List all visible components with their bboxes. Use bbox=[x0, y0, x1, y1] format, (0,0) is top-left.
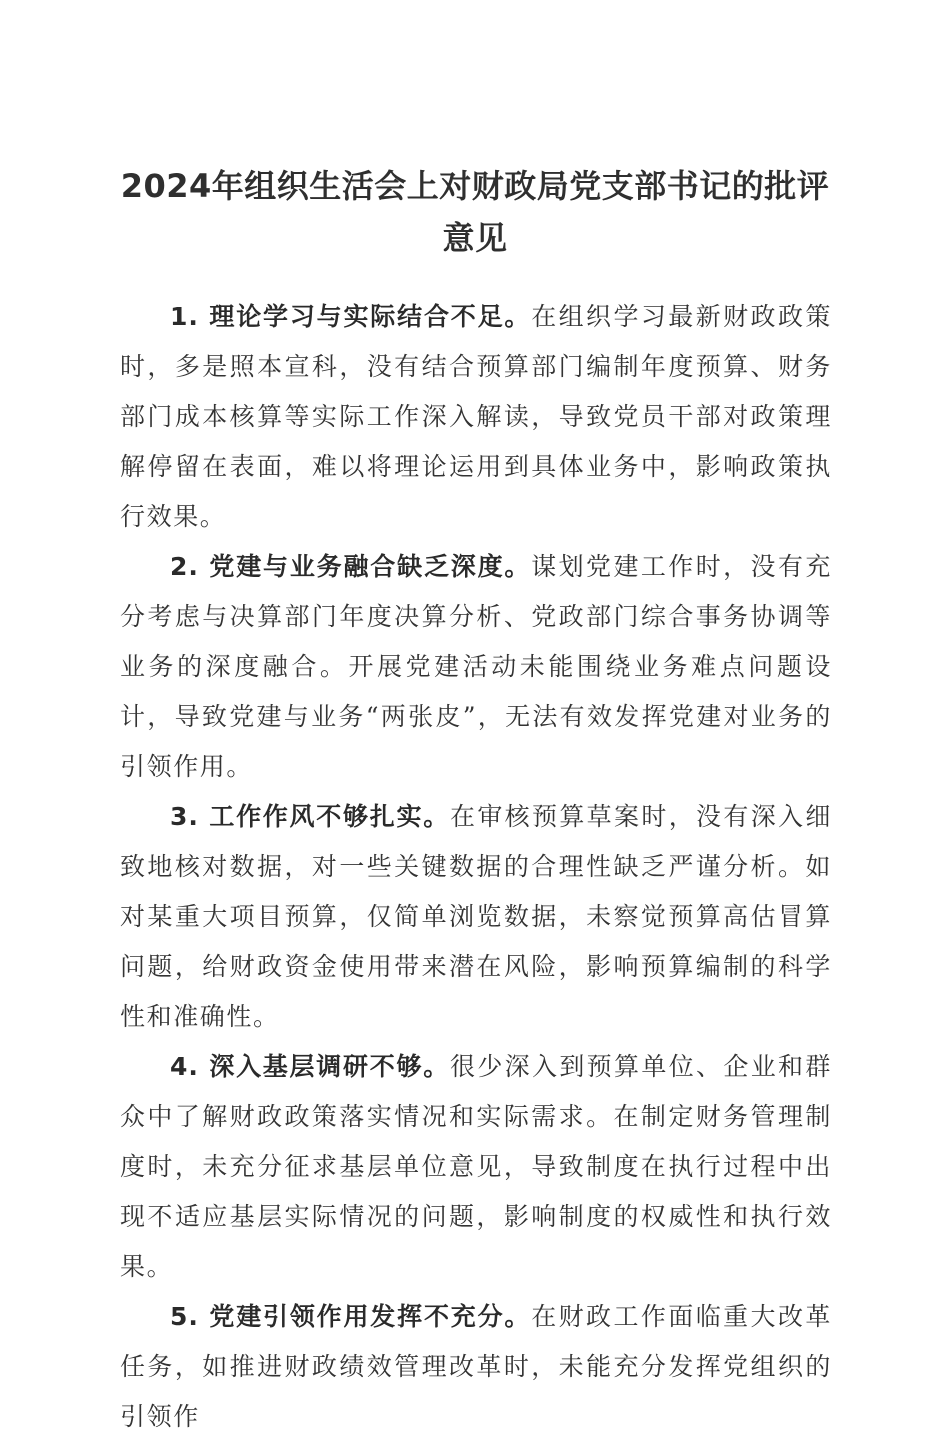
paragraph-3 bbox=[120, 792, 832, 1042]
document-title: 2024年组织生活会上对财政局党支部书记的批评意见 bbox=[120, 167, 830, 257]
paragraph-1-text: 在组织学习最新财政政策时，多是照本宣科，没有结合预算部门编制年度预算、财务部门成本核算等实际工作深入解读，导致党员干部对政策理解停留在表面，难以将理论运用到具体业务中，影响政策执行效果。 bbox=[120, 302, 832, 531]
paragraph-4-text: 很少深入到预算单位、企业和群众中了解财政政策落实情况和实际需求。在制定财务管理制度时，未充分征求基层单位意见，导致制度在执行过程中出现不适应基层实际情况的问题，影响制度的权威性和执行效果。 bbox=[120, 1052, 832, 1281]
document-body bbox=[120, 292, 832, 1442]
paragraph-2-text: 谋划党建工作时，没有充分考虑与决算部门年度决算分析、党政部门综合事务协调等业务的深度融合。开展党建活动未能围绕业务难点问题设计，导致党建与业务“两张皮”，无法有效发挥党建对业务的引领作用。 bbox=[120, 552, 832, 781]
paragraph-2 bbox=[120, 542, 832, 792]
paragraph-4 bbox=[120, 1042, 832, 1292]
paragraph-2-heading: 2. 党建与业务融合缺乏深度。 bbox=[170, 552, 532, 581]
paragraph-3-heading: 3. 工作作风不够扎实。 bbox=[170, 802, 450, 831]
paragraph-5-text: 在财政工作面临重大改革任务，如推进财政绩效管理改革时，未能充分发挥党组织的引领作 bbox=[120, 1302, 832, 1431]
paragraph-3-text: 在审核预算草案时，没有深入细致地核对数据，对一些关键数据的合理性缺乏严谨分析。如对某重大项目预算，仅简单浏览数据，未察觉预算高估冒算问题，给财政资金使用带来潜在风险，影响预算编制的科学性和准确性。 bbox=[120, 802, 832, 1031]
paragraph-4-heading: 4. 深入基层调研不够。 bbox=[170, 1052, 450, 1081]
paragraph-1-heading: 1. 理论学习与实际结合不足。 bbox=[170, 302, 532, 331]
paragraph-1 bbox=[120, 292, 832, 542]
paragraph-5-heading: 5. 党建引领作用发挥不充分。 bbox=[170, 1302, 532, 1331]
paragraph-5 bbox=[120, 1292, 832, 1442]
